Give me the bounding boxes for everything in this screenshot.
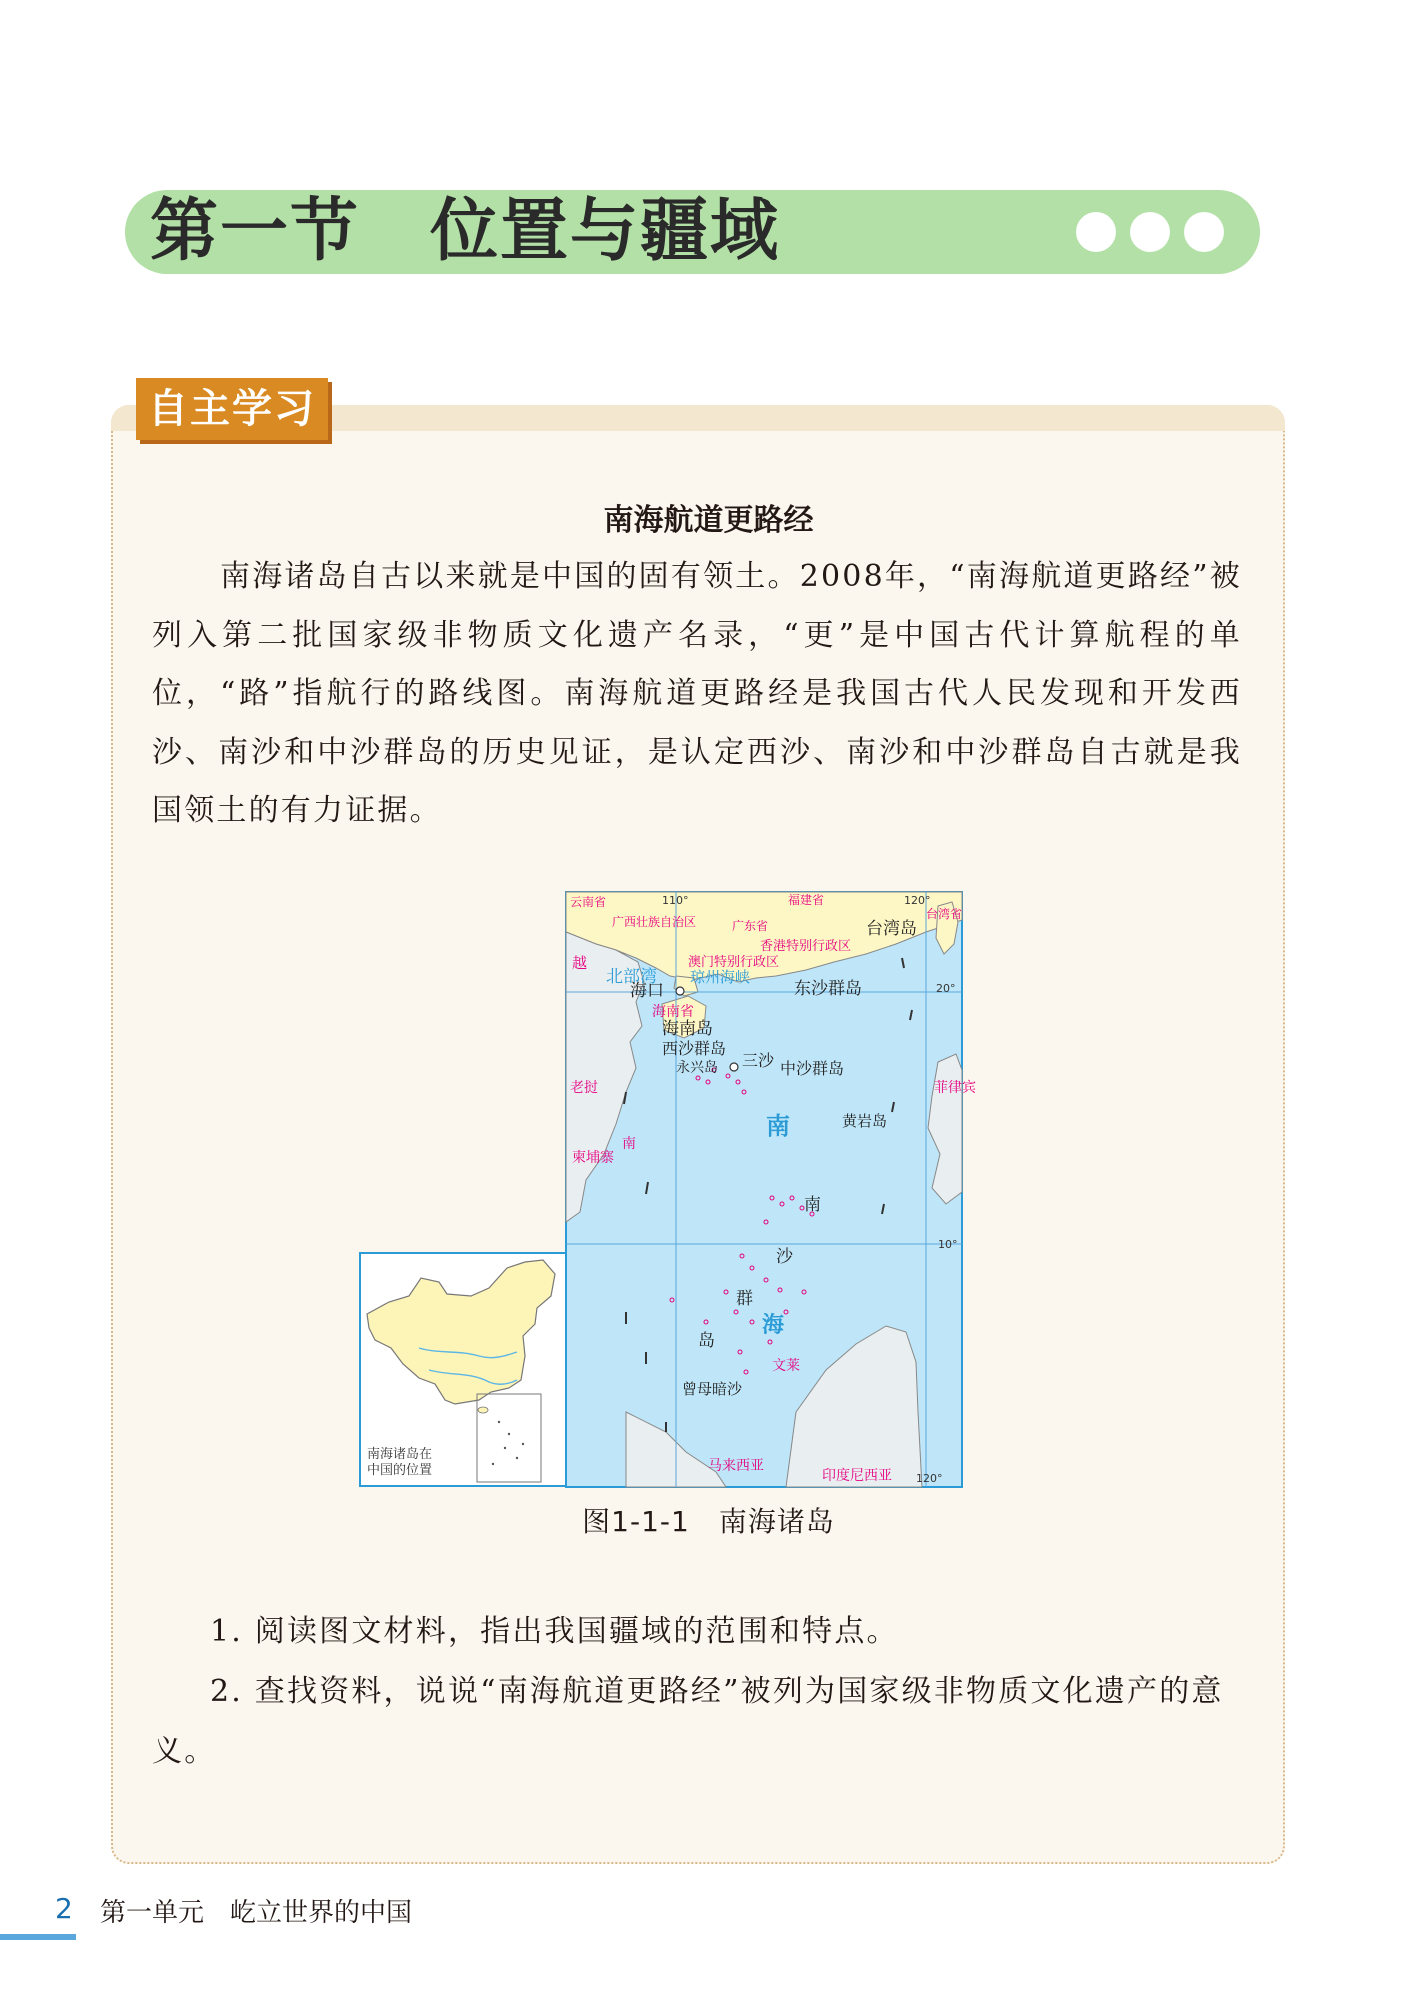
- label-guangdong: 广东省: [732, 919, 769, 933]
- decor-dot-1: [1076, 212, 1116, 252]
- label-indonesia: 印度尼西亚: [822, 1468, 892, 1484]
- label-guangxi: 广西壮族自治区: [612, 915, 697, 929]
- haikou-marker: [676, 987, 684, 995]
- label-lat10: 10°: [938, 1238, 958, 1251]
- article-paragraph: 南海诸岛自古以来就是中国的固有领土。2008年，“南海航道更路经”被列入第二批国家级非物质文化遗产名录，“更”是中国古代计算航程的单位，“路”指航行的路线图。南海航道更路经是我国古代人民发现和开发西沙、南沙和中沙群岛的历史见证，是认定西沙、南沙和中沙群岛自古就是我国领土的有力证据。: [152, 559, 1242, 828]
- label-beibu: 北部湾: [606, 967, 657, 987]
- label-sansha: 三沙: [742, 1051, 775, 1070]
- label-hk: 香港特别行政区: [760, 939, 852, 954]
- inset-caption-line2: 中国的位置: [367, 1463, 433, 1478]
- label-nansha-1: 南: [804, 1195, 821, 1215]
- question-1: 1. 阅读图文材料，指出我国疆域的范围和特点。: [210, 1614, 899, 1649]
- label-zhongsha: 中沙群岛: [780, 1059, 845, 1078]
- sansha-marker: [730, 1063, 738, 1071]
- label-haikou: 海口: [630, 981, 664, 1001]
- label-nansha-2: 沙: [776, 1247, 793, 1267]
- label-nan-sea: 南: [766, 1112, 790, 1140]
- label-wenlai: 文莱: [772, 1358, 800, 1374]
- china-inset-map: [359, 1252, 567, 1487]
- label-nan-viet: 南: [622, 1136, 636, 1152]
- label-fujian: 福建省: [788, 893, 825, 907]
- label-yongxing: 永兴岛: [676, 1060, 718, 1076]
- article-title: 南海航道更路经: [603, 503, 814, 538]
- label-macao: 澳门特别行政区: [688, 955, 780, 970]
- label-lon120: 120°: [904, 894, 931, 907]
- decor-dot-2: [1130, 212, 1170, 252]
- label-lon110: 110°: [662, 894, 689, 907]
- footer-unit-title: 第一单元 屹立世界的中国: [100, 1898, 413, 1928]
- page-number: 2: [55, 1892, 73, 1925]
- label-phil: 菲律宾: [934, 1080, 976, 1096]
- figure-caption: 图1-1-1 南海诸岛: [582, 1505, 835, 1538]
- label-xisha: 西沙群岛: [662, 1039, 727, 1058]
- label-malaysia: 马来西亚: [708, 1458, 764, 1474]
- label-cambodia: 柬埔寨: [572, 1150, 614, 1166]
- label-dongsha: 东沙群岛: [794, 979, 862, 999]
- label-lon120-bottom: 120°: [916, 1472, 943, 1485]
- label-huangyan: 黄岩岛: [842, 1112, 888, 1130]
- label-zengmu: 曾母暗沙: [682, 1380, 743, 1398]
- self-study-tag: [136, 378, 328, 440]
- label-viet: 越: [572, 954, 588, 972]
- hainan-dot: [478, 1407, 488, 1413]
- label-nansha-3: 群: [736, 1289, 753, 1309]
- label-yunnan: 云南省: [570, 895, 607, 909]
- label-hainan-island: 海南岛: [662, 1019, 713, 1039]
- question-2: 2. 查找资料，说说“南海航道更路经”被列为国家级非物质文化遗产的意义。: [152, 1674, 1224, 1769]
- decor-dot-3: [1184, 212, 1224, 252]
- label-lat20: 20°: [936, 982, 956, 995]
- label-hainan-prov: 海南省: [652, 1004, 694, 1020]
- label-hai-sea: 海: [762, 1313, 785, 1338]
- label-taiwan-prov: 台湾省: [926, 907, 963, 921]
- section-title: 第一节 位置与疆域: [150, 192, 781, 271]
- footer-accent-line: [0, 1934, 76, 1940]
- self-study-tag-label: 自主学习: [148, 386, 316, 432]
- label-nansha-4: 岛: [698, 1331, 715, 1351]
- label-qiongzhou: 琼州海峡: [690, 968, 751, 986]
- label-laos: 老挝: [570, 1080, 598, 1096]
- south-china-sea-map: [566, 892, 976, 1487]
- inset-caption-line1: 南海诸岛在: [367, 1447, 433, 1462]
- label-taiwan-island: 台湾岛: [866, 919, 917, 939]
